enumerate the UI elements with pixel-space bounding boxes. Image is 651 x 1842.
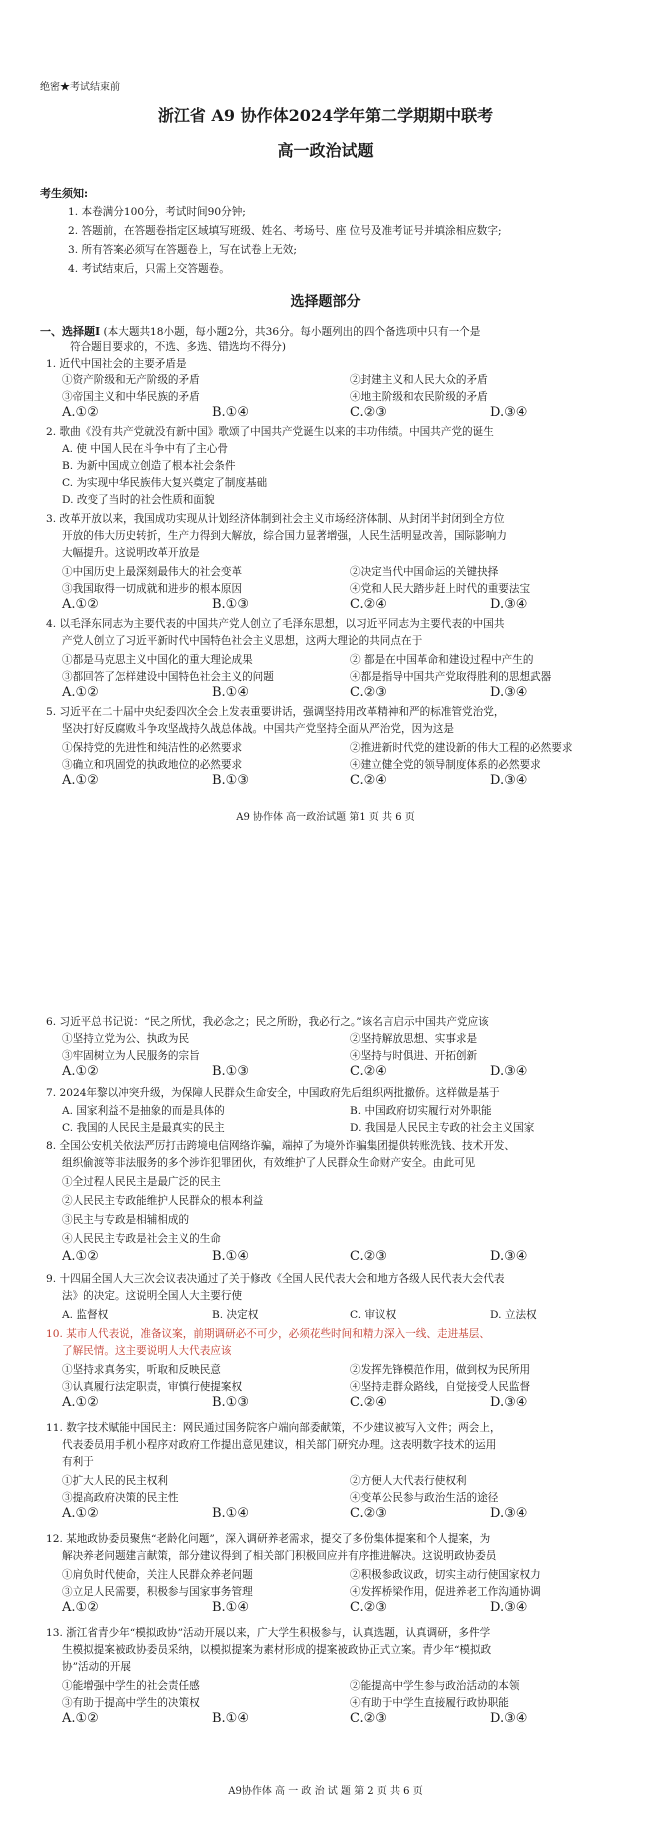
top-secret-label: 绝密★考试结束前 — [40, 82, 120, 93]
q8-option-1: ①全过程人民民主是最广泛的民主 — [62, 1176, 221, 1188]
question-6-stem: 6. 习近平总书记说：“民之所忧，我必念之；民之所盼，我必行之。”该名言启示中国共产党应该 — [46, 1016, 489, 1028]
q12-option-1: ①肩负时代使命，关注人民群众养老问题 — [62, 1569, 253, 1581]
q11-option-1: ①扩大人民的民主权利 — [62, 1475, 168, 1487]
exam-subtitle: 高一政治试题 — [277, 141, 374, 160]
q12-option-2: ②积极参政议政，切实主动行使国家权力 — [350, 1569, 541, 1581]
q4-choice-d: D.③④ — [490, 685, 528, 700]
q4-choice-c: C.②③ — [350, 685, 387, 700]
q4-option-4: ④都是指导中国共产党取得胜利的思想武器 — [350, 671, 552, 683]
q13-option-4: ④有助于中学生直接履行政协职能 — [350, 1697, 509, 1709]
q8-option-4: ④人民民主专政是社会主义的生命 — [62, 1233, 221, 1245]
q8-choice-d: D.③④ — [490, 1249, 528, 1264]
q4-choice-b: B.①④ — [212, 685, 249, 700]
question-4-stem-cont: 产党人创立了习近平新时代中国特色社会主义思想，这两大理论的共同点在于 — [62, 635, 423, 647]
q9-choice-b: B. 决定权 — [212, 1309, 259, 1321]
q12-option-3: ③立足人民需要，积极参与国家事务管理 — [62, 1586, 253, 1598]
question-9-stem-cont: 法》的决定。这说明全国人大主要行使 — [62, 1290, 243, 1302]
notice-heading: 考生须知: — [40, 187, 89, 200]
question-11-stem-cont: 代表委员用手机小程序对政府工作提出意见建议，相关部门研究办理。这表明数字技术的运用 — [62, 1439, 497, 1451]
question-13-stem-cont: 生模拟提案被政协委员采纳，以模拟提案为素材形成的提案被政协正式立案。青少年“模拟政 — [62, 1644, 492, 1656]
q5-option-4: ④建立健全党的领导制度体系的必然要求 — [350, 759, 541, 771]
q12-choice-d: D.③④ — [490, 1600, 528, 1615]
q11-choice-b: B.①④ — [212, 1506, 249, 1521]
q5-option-3: ③确立和巩固党的执政地位的必然要求 — [62, 759, 243, 771]
q12-choice-a: A.①② — [62, 1600, 99, 1615]
question-13-stem-cont: 协”活动的开展 — [62, 1661, 131, 1673]
part-label: 一、选择题Ⅰ — [40, 325, 101, 338]
q6-option-1: ①坚持立党为公、执政为民 — [62, 1033, 190, 1045]
q10-choice-d: D.③④ — [490, 1395, 528, 1410]
question-1-stem: 1. 近代中国社会的主要矛盾是 — [46, 358, 187, 370]
notice-item: 4. 考试结束后，只需上交答题卷。 — [68, 263, 230, 275]
q10-option-1: ①坚持求真务实，听取和反映民意 — [62, 1364, 221, 1376]
question-11-stem-cont: 有利于 — [62, 1456, 94, 1468]
q3-option-3: ③我国取得一切成就和进步的根本原因 — [62, 583, 243, 595]
q10-option-2: ②发挥先锋模范作用，做到权为民所用 — [350, 1364, 531, 1376]
q8-choice-a: A.①② — [62, 1249, 99, 1264]
question-2-stem: 2. 歌曲《没有共产党就没有新中国》歌颂了中国共产党诞生以来的丰功伟绩。中国共产党的诞生 — [46, 426, 494, 438]
notice-item: 1. 本卷满分100分，考试时间90分钟; — [68, 206, 246, 218]
q3-choice-a: A.①② — [62, 597, 99, 612]
question-5-stem: 5. 习近平在二十届中央纪委四次全会上发表重要讲话，强调坚持用改革精神和严的标准管党治党， — [46, 706, 505, 718]
question-8-stem: 8. 全国公安机关依法严厉打击跨境电信网络诈骗，端掉了为境外诈骗集团提供转账洗钱、技术开发、 — [46, 1140, 516, 1152]
exam-page-1 — [0, 0, 651, 835]
page-footer: A9协作体 高 一 政 治 试 题 第 2 页 共 6 页 — [228, 1786, 423, 1797]
q1-choice-b: B.①④ — [212, 405, 249, 420]
q5-choice-b: B.①③ — [212, 773, 249, 788]
q5-choice-c: C.②④ — [350, 773, 387, 788]
page-footer: A9 协作体 高一政治试题 第1 页 共 6 页 — [236, 812, 415, 823]
q1-option-1: ①资产阶级和无产阶级的矛盾 — [62, 374, 200, 386]
q11-choice-d: D.③④ — [490, 1506, 528, 1521]
q2-choice-c: C. 为实现中华民族伟大复兴奠定了制度基础 — [62, 477, 268, 489]
q1-option-2: ②封建主义和人民大众的矛盾 — [350, 374, 488, 386]
part-header — [40, 324, 480, 340]
question-8-stem-cont: 组织偷渡等非法服务的多个涉诈犯罪团伙，有效维护了人民群众生命财产安全。由此可见 — [62, 1157, 476, 1169]
q4-option-3: ③都回答了怎样建设中国特色社会主义的问题 — [62, 671, 274, 683]
part-desc-cont: 符合题目要求的，不选、多选、错选均不得分) — [70, 341, 287, 353]
q4-option-2: ② 都是在中国革命和建设过程中产生的 — [350, 654, 534, 666]
q2-choice-b: B. 为新中国成立创造了根本社会条件 — [62, 460, 236, 472]
q8-option-2: ②人民民主专政能维护人民群众的根本利益 — [62, 1195, 264, 1207]
q10-option-4: ④坚持走群众路线，自觉接受人民监督 — [350, 1381, 531, 1393]
q3-choice-b: B.①③ — [212, 597, 249, 612]
question-12-stem-cont: 解决养老问题建言献策，部分建议得到了相关部门积极回应并有序推进解决。这说明政协委员 — [62, 1550, 497, 1562]
q5-choice-a: A.①② — [62, 773, 99, 788]
question-10-stem: 10. 某市人代表说，准备议案，前期调研必不可少，必须花些时间和精力深入一线、走进基层、 — [46, 1328, 490, 1340]
exam-page-2 — [0, 1010, 651, 1842]
section-title: 选择题部分 — [290, 294, 361, 310]
q6-choice-c: C.②④ — [350, 1064, 387, 1079]
q1-option-4: ④地主阶级和农民阶级的矛盾 — [350, 391, 488, 403]
q7-choice-a: A. 国家利益不是抽象的而是具体的 — [62, 1105, 225, 1117]
q3-option-1: ①中国历史上最深刻最伟大的社会变革 — [62, 566, 243, 578]
q3-option-4: ④党和人民大踏步赶上时代的重要法宝 — [350, 583, 531, 595]
q5-option-1: ①保持党的先进性和纯洁性的必然要求 — [62, 742, 243, 754]
q7-choice-b: B. 中国政府切实履行对外职能 — [350, 1105, 492, 1117]
question-11-stem: 11. 数字技术赋能中国民主：网民通过国务院客户端向部委献策，不少建议被写入文件；两会上， — [46, 1422, 501, 1434]
q13-option-1: ①能增强中学生的社会责任感 — [62, 1680, 200, 1692]
notice-item: 2. 答题前，在答题卷指定区域填写班级、姓名、考场号、座 位号及准考证号并填涂相应数字; — [68, 225, 502, 237]
question-3-stem-cont: 开放的伟大历史转折，生产力得到大解放，综合国力显著增强，人民生活明显改善，国际影响力 — [62, 530, 507, 542]
q1-choice-c: C.②③ — [350, 405, 387, 420]
question-7-stem: 7. 2024年黎以冲突升级，为保障人民群众生命安全，中国政府先后组织两批撤侨。这样做是基于 — [46, 1087, 500, 1099]
q10-option-3: ③认真履行法定职责，审慎行使提案权 — [62, 1381, 243, 1393]
q6-choice-d: D.③④ — [490, 1064, 528, 1079]
q7-choice-c: C. 我国的人民民主是最真实的民主 — [62, 1122, 225, 1134]
q13-option-3: ③有助于提高中学生的决策权 — [62, 1697, 200, 1709]
q10-choice-b: B.①③ — [212, 1395, 249, 1410]
q13-choice-c: C.②③ — [350, 1711, 387, 1726]
q6-choice-a: A.①② — [62, 1064, 99, 1079]
exam-title: 浙江省 A9 协作体2024学年第二学期期中联考 — [157, 106, 494, 125]
q3-choice-c: C.②④ — [350, 597, 387, 612]
q11-option-4: ④变革公民参与政治生活的途径 — [350, 1492, 499, 1504]
q11-option-2: ②方便人大代表行使权利 — [350, 1475, 467, 1487]
question-9-stem: 9. 十四届全国人大三次会议表决通过了关于修改《全国人民代表大会和地方各级人民代表大会代表 — [46, 1273, 505, 1285]
question-10-stem-cont: 了解民情。这主要说明人大代表应该 — [62, 1345, 232, 1357]
q3-option-2: ②决定当代中国命运的关键抉择 — [350, 566, 499, 578]
q13-choice-a: A.①② — [62, 1711, 99, 1726]
q4-option-1: ①都是马克思主义中国化的重大理论成果 — [62, 654, 253, 666]
q10-choice-c: C.②④ — [350, 1395, 387, 1410]
q6-option-4: ④坚持与时俱进、开拓创新 — [350, 1050, 478, 1062]
question-13-stem: 13. 浙江省青少年“模拟政协”活动开展以来，广大学生积极参与，认真选题，认真调研，多件学 — [46, 1627, 491, 1639]
question-12-stem: 12. 某地政协委员聚焦“老龄化问题”，深入调研养老需求，提交了多份集体提案和个人提案，为 — [46, 1533, 491, 1545]
q12-choice-c: C.②③ — [350, 1600, 387, 1615]
q11-choice-a: A.①② — [62, 1506, 99, 1521]
q9-choice-c: C. 审议权 — [350, 1309, 397, 1321]
q9-choice-a: A. 监督权 — [62, 1309, 109, 1321]
q8-choice-b: B.①④ — [212, 1249, 249, 1264]
q10-choice-a: A.①② — [62, 1395, 99, 1410]
q6-option-3: ③牢固树立为人民服务的宗旨 — [62, 1050, 200, 1062]
q5-option-2: ②推进新时代党的建设新的伟大工程的必然要求 — [350, 742, 573, 754]
q4-choice-a: A.①② — [62, 685, 99, 700]
q1-choice-a: A.①② — [62, 405, 99, 420]
question-4-stem: 4. 以毛泽东同志为主要代表的中国共产党人创立了毛泽东思想，以习近平同志为主要代表的中国共 — [46, 618, 505, 630]
q13-choice-b: B.①④ — [212, 1711, 249, 1726]
q11-choice-c: C.②③ — [350, 1506, 387, 1521]
q11-option-3: ③提高政府决策的民主性 — [62, 1492, 179, 1504]
q13-option-2: ②能提高中学生参与政治活动的本领 — [350, 1680, 520, 1692]
q2-choice-d: D. 改变了当时的社会性质和面貌 — [62, 494, 215, 506]
q12-option-4: ④发挥桥梁作用，促进养老工作沟通协调 — [350, 1586, 541, 1598]
question-5-stem-cont: 坚决打好反腐败斗争攻坚战持久战总体战。中国共产党坚持全面从严治党，因为这是 — [62, 723, 454, 735]
part-desc: (本大题共18小题，每小题2分，共36分。每小题列出的四个备选项中只有一个是 — [103, 326, 481, 338]
q9-choice-d: D. 立法权 — [490, 1309, 537, 1321]
q6-option-2: ②坚持解放思想、实事求是 — [350, 1033, 478, 1045]
notice-item: 3. 所有答案必须写在答题卷上，写在试卷上无效; — [68, 244, 297, 256]
q6-choice-b: B.①③ — [212, 1064, 249, 1079]
q8-option-3: ③民主与专政是相辅相成的 — [62, 1214, 190, 1226]
question-3-stem: 3. 改革开放以来，我国成功实现从计划经济体制到社会主义市场经济体制、从封闭半封闭到全方位 — [46, 513, 505, 525]
q1-choice-d: D.③④ — [490, 405, 528, 420]
q8-choice-c: C.②③ — [350, 1249, 387, 1264]
q1-option-3: ③帝国主义和中华民族的矛盾 — [62, 391, 200, 403]
question-3-stem-cont: 大幅提升。这说明改革开放是 — [62, 547, 200, 559]
q7-choice-d: D. 我国是人民民主专政的社会主义国家 — [350, 1122, 535, 1134]
q2-choice-a: A. 使 中国人民在斗争中有了主心骨 — [62, 443, 229, 455]
q5-choice-d: D.③④ — [490, 773, 528, 788]
q12-choice-b: B.①④ — [212, 1600, 249, 1615]
q3-choice-d: D.③④ — [490, 597, 528, 612]
q13-choice-d: D.③④ — [490, 1711, 528, 1726]
